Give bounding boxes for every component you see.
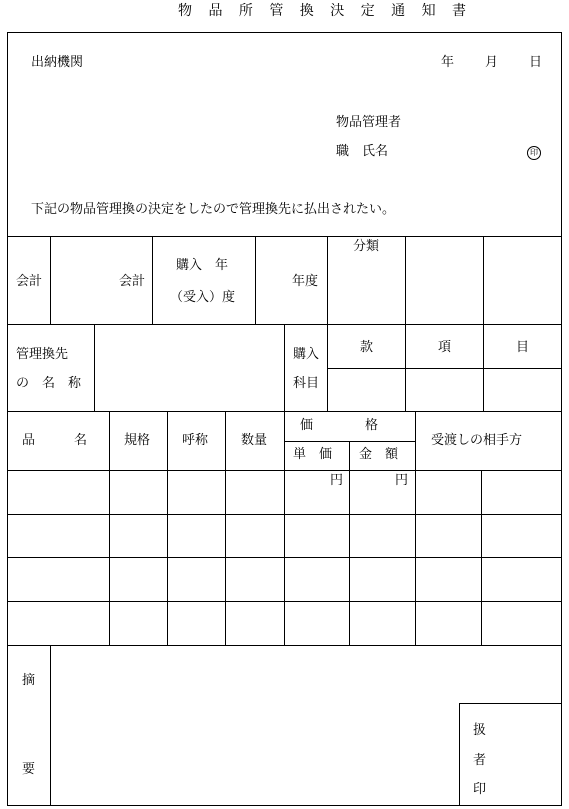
col-name-header: 品 名	[22, 433, 88, 448]
dest-divider-2	[284, 324, 285, 411]
moku-label: 目	[516, 340, 530, 355]
day-label: 日	[529, 55, 543, 70]
kaikei-label-2: 会計	[119, 274, 146, 289]
seal-icon: 印	[527, 146, 541, 160]
seal-mark	[527, 145, 541, 160]
separator-remarks	[7, 645, 562, 646]
separator-accounting	[7, 236, 562, 237]
destination-label-2: の 名 称	[16, 376, 82, 391]
kou-label: 項	[438, 340, 452, 355]
purchase-year-label: 購入 年	[176, 258, 229, 273]
items-divider-7	[481, 470, 482, 645]
bunrui-label: 分類	[353, 239, 380, 254]
col-qty-header: 数量	[241, 433, 268, 448]
acc-divider-2	[152, 236, 153, 324]
nendo-label: 年度	[292, 274, 319, 289]
tekiyo-label-1: 摘	[22, 673, 36, 688]
manager-label: 物品管理者	[336, 115, 402, 130]
dest-divider-1	[94, 324, 95, 411]
price-subdivider	[284, 441, 415, 442]
col-spec-header: 規格	[124, 433, 151, 448]
col-call-header: 呼称	[182, 433, 209, 448]
col-unit-price-header: 単 価	[293, 447, 333, 462]
col-counterparty-header: 受渡しの相手方	[431, 433, 523, 448]
items-divider-1	[109, 411, 110, 645]
items-divider-6	[415, 411, 416, 645]
document-title: 物 品 所 管 換 決 定 通 知 書	[178, 3, 473, 19]
receipt-year-label: （受入）度	[170, 290, 236, 305]
year-label: 年	[441, 55, 455, 70]
subject-label-1: 購入	[293, 347, 320, 362]
items-divider-3	[225, 411, 226, 645]
org-label: 出納機関	[31, 55, 84, 70]
destination-label-1: 管理換先	[16, 347, 69, 362]
acc-divider-3	[255, 236, 256, 324]
kan-label: 款	[360, 340, 374, 355]
acc-divider-4	[327, 236, 328, 324]
acc-divider-6	[483, 236, 484, 324]
unit-price-yen: 円	[330, 473, 344, 488]
acc-divider-1	[50, 236, 51, 324]
items-divider-4	[284, 411, 285, 645]
month-label: 月	[485, 55, 499, 70]
col-amount-header: 金 額	[359, 447, 399, 462]
items-divider-5	[349, 441, 350, 645]
handler-label-1: 扱	[473, 723, 487, 738]
col-price-header: 価 格	[300, 418, 379, 433]
remarks-divider	[50, 645, 51, 806]
items-divider-2	[167, 411, 168, 645]
subject-label-2: 科目	[293, 376, 320, 391]
amount-yen: 円	[395, 473, 409, 488]
dest-subdivider	[327, 368, 562, 369]
kaikei-label-1: 会計	[16, 274, 43, 289]
acc-divider-5	[405, 236, 406, 324]
name-label: 職 氏名	[336, 144, 389, 159]
notice-text: 下記の物品管理換の決定をしたので管理換先に払出されたい。	[31, 202, 396, 217]
handler-label-2: 者	[473, 753, 487, 768]
handler-label-3: 印	[473, 782, 487, 797]
tekiyo-label-2: 要	[22, 762, 36, 777]
